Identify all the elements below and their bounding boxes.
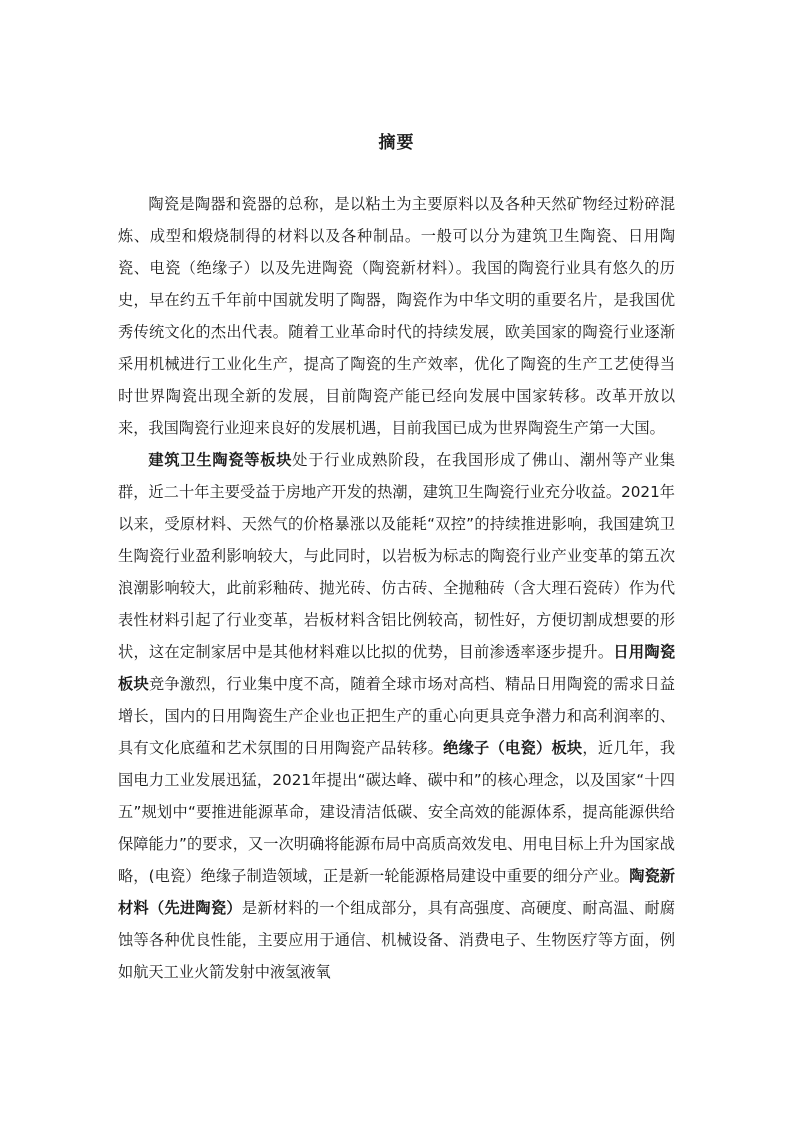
page-title: 摘要 — [378, 133, 415, 153]
paragraph-sectors — [118, 444, 675, 988]
sector-heading-insulator: 绝缘子（电瓷）板块 — [443, 739, 583, 757]
sector-heading-building-sanitary: 建筑卫生陶瓷等板块 — [148, 451, 293, 469]
paragraph-intro: 陶瓷是陶器和瓷器的总称，是以粘土为主要原料以及各种天然矿物经过粉碎混炼、成型和煅烧制得的材料以及各种制品。一般可以分为建筑卫生陶瓷、日用陶瓷、电瓷（绝缘子）以及先进陶瓷（陶瓷新材料）。我国的陶瓷行业具有悠久的历史，早在约五千年前中国就发明了陶器，陶瓷作为中华文明的重要名片，是我国优秀传统文化的杰出代表。随着工业革命时代的持续发展，欧美国家的陶瓷行业逐渐采用机械进行工业化生产，提高了陶瓷的生产效率，优化了陶瓷的生产工艺使得当时世界陶瓷出现全新的发展，目前陶瓷产能已经向发展中国家转移。改革开放以来，我国陶瓷行业迎来良好的发展机遇，目前我国已成为世界陶瓷生产第一大国。 — [118, 195, 675, 437]
sector-text-advanced-ceramics: 是新材料的一个组成部分，具有高强度、高硬度、耐高温、耐腐蚀等各种优良性能，主要应用于通信、机械设备、消费电子、生物医疗等方面，例如航天工业火箭发射中液氢液氧 — [118, 899, 676, 981]
sector-text-daily-use: 竞争激烈，行业集中度不高，随着全球市场对高档、精品日用陶瓷的需求日益增长，国内的日用陶瓷生产企业也正把生产的重心向更具竞争潜力和高利润率的、具有文化底蕴和艺术氛围的日用陶瓷产品转移。 — [118, 675, 676, 757]
sector-heading-advanced-ceramics: 陶瓷新材料（先进陶瓷） — [118, 867, 675, 917]
document-body — [118, 188, 675, 988]
sector-text-insulator: ，近几年，我国电力工业发展迅猛，2021年提出“碳达峰、碳中和”的核心理念，以及国家“十四五”规划中“要推进能源革命，建设清洁低碳、安全高效的能源体系，提高能源供给保障能力”的要求，又一次明确将能源布局中高质高效发电、用电目标上升为国家战略，(电瓷）绝缘子制造领域，正是新一轮能源格局建设中重要的细分产业。 — [118, 739, 676, 885]
sector-text-building-sanitary: 处于行业成熟阶段，在我国形成了佛山、潮州等产业集群，近二十年主要受益于房地产开发的热潮，建筑卫生陶瓷行业充分收益。2021年以来，受原材料、天然气的价格暴涨以及能耗“双控”的持续推进影响，我国建筑卫生陶瓷行业盈利影响较大，与此同时，以岩板为标志的陶瓷行业产业变革的第五次浪潮影响较大，此前彩釉砖、抛光砖、仿古砖、全抛釉砖（含大理石瓷砖）作为代表性材料引起了行业变革，岩板材料含铝比例较高，韧性好，方便切割成想要的形状，这在定制家居中是其他材料难以比拟的优势，目前渗透率逐步提升。 — [118, 451, 676, 661]
sector-heading-daily-use: 日用陶瓷板块 — [118, 643, 676, 693]
